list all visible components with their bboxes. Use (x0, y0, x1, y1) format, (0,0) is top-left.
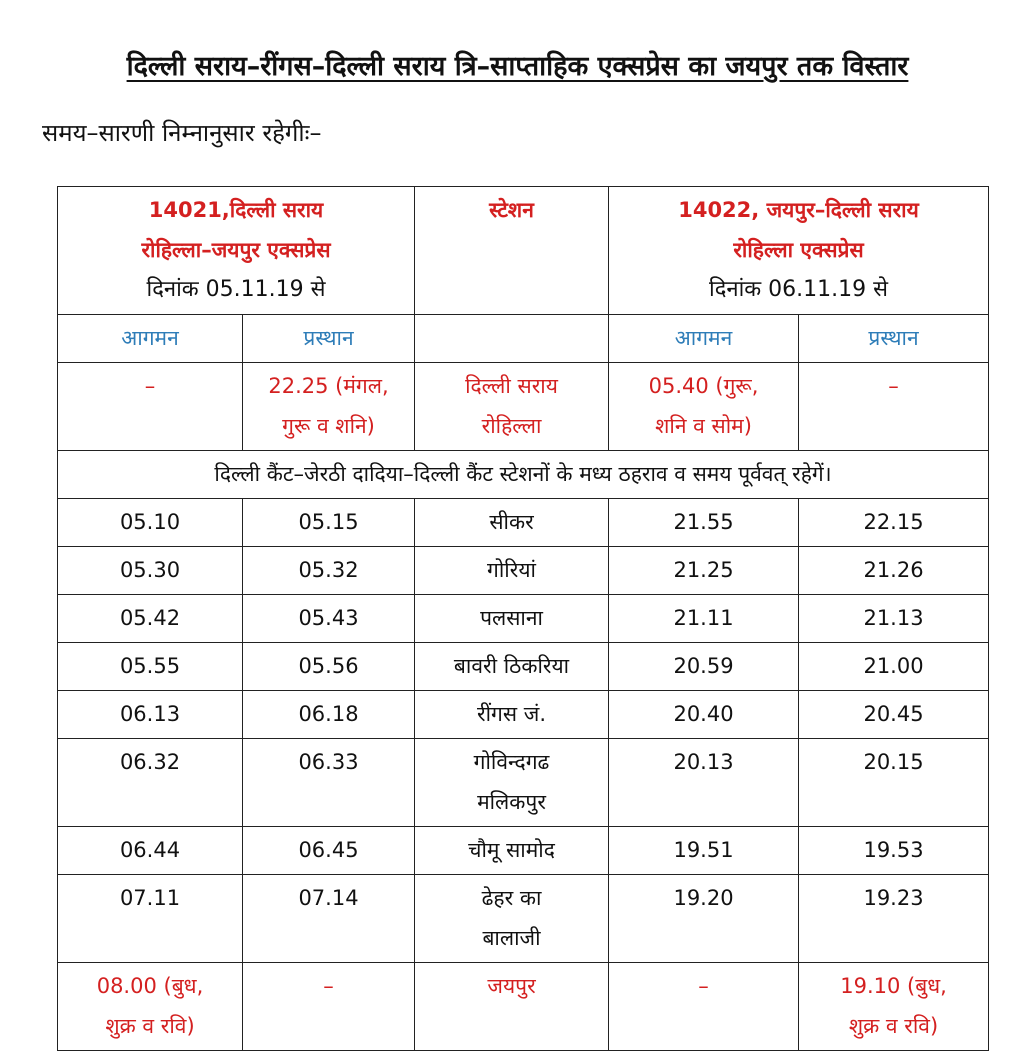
down-departure: 07.14 (243, 875, 415, 963)
up-departure: 21.26 (799, 547, 989, 595)
up-arrival-line2: शनि व सोम) (655, 414, 752, 438)
up-departure: 21.00 (799, 643, 989, 691)
train-14021-name-line2: रोहिल्ला–जयपुर एक्सप्रेस (141, 238, 331, 262)
up-arrival: 20.59 (609, 643, 799, 691)
up-arrival: 19.51 (609, 827, 799, 875)
down-departure: 06.33 (243, 739, 415, 827)
station-name: जयपुर (415, 963, 609, 1051)
table-row (58, 691, 989, 739)
station-name (415, 739, 609, 827)
up-departure: 20.15 (799, 739, 989, 827)
station-name: बावरी ठिकरिया (415, 643, 609, 691)
down-departure: 05.32 (243, 547, 415, 595)
down-arrival: 06.44 (58, 827, 243, 875)
down-arrival: 07.11 (58, 875, 243, 963)
up-departure: 19.53 (799, 827, 989, 875)
up-arrival-label: आगमन (609, 315, 799, 363)
subtitle: समय–सारणी निम्नानुसार रहेगीः– (42, 119, 322, 147)
table-row-origin (58, 363, 989, 451)
down-arrival: 05.55 (58, 643, 243, 691)
down-arrival-line2: शुक्र व रवि) (105, 1014, 195, 1038)
station-name-line1: दिल्ली सराय (465, 374, 558, 398)
train-14021-name-line1: 14021,दिल्ली सराय (148, 198, 324, 222)
up-arrival: 20.40 (609, 691, 799, 739)
down-departure: – (243, 963, 415, 1051)
station-name: सीकर (415, 499, 609, 547)
up-departure-line1: 19.10 (बुध, (840, 974, 947, 998)
train-14021-header (58, 187, 415, 315)
table-row (58, 643, 989, 691)
down-departure: 05.15 (243, 499, 415, 547)
down-arrival (58, 963, 243, 1051)
timetable (57, 186, 989, 1051)
down-departure: 05.56 (243, 643, 415, 691)
down-departure: 06.18 (243, 691, 415, 739)
table-row (58, 547, 989, 595)
train-14022-name-line2: रोहिल्ला एक्सप्रेस (733, 238, 864, 262)
station-name-line2: बालाजी (482, 926, 541, 950)
up-arrival: 21.11 (609, 595, 799, 643)
station-name-line1: ढेहर का (481, 886, 542, 910)
column-label-row (58, 315, 989, 363)
train-14022-date: दिनांक 06.11.19 से (709, 277, 889, 302)
up-departure: 21.13 (799, 595, 989, 643)
down-arrival: 06.32 (58, 739, 243, 827)
up-arrival-line1: 05.40 (गुरू, (648, 374, 759, 398)
table-row (58, 739, 989, 827)
down-departure: 05.43 (243, 595, 415, 643)
table-row (58, 595, 989, 643)
station-name: चौमू सामोद (415, 827, 609, 875)
table-row (58, 499, 989, 547)
down-arrival-label: आगमन (58, 315, 243, 363)
up-arrival: 20.13 (609, 739, 799, 827)
train-14022-name-line1: 14022, जयपुर–दिल्ली सराय (678, 198, 919, 222)
down-departure-line1: 22.25 (मंगल, (268, 374, 389, 398)
down-arrival: 05.10 (58, 499, 243, 547)
up-departure: – (799, 363, 989, 451)
down-departure-line2: गुरू व शनि) (282, 414, 375, 438)
up-departure: 19.23 (799, 875, 989, 963)
down-departure (243, 363, 415, 451)
up-departure-line2: शुक्र व रवि) (848, 1014, 939, 1038)
table-row (58, 875, 989, 963)
up-arrival (609, 363, 799, 451)
table-row (58, 827, 989, 875)
page-title: दिल्ली सराय–रींगस–दिल्ली सराय त्रि–साप्ताहिक एक्सप्रेस का जयपुर तक विस्तार (126, 51, 909, 82)
station-name: रींगस जं. (415, 691, 609, 739)
station-name-line2: रोहिल्ला (481, 414, 542, 438)
up-arrival: 21.25 (609, 547, 799, 595)
down-arrival: – (58, 363, 243, 451)
down-arrival-line1: 08.00 (बुध, (96, 974, 204, 998)
train-14022-header (609, 187, 989, 315)
station-name (415, 875, 609, 963)
up-arrival: 21.55 (609, 499, 799, 547)
up-departure: 22.15 (799, 499, 989, 547)
up-departure (799, 963, 989, 1051)
station-label-empty (415, 315, 609, 363)
down-arrival: 05.42 (58, 595, 243, 643)
up-arrival: 19.20 (609, 875, 799, 963)
note-row (58, 451, 989, 499)
up-departure: 20.45 (799, 691, 989, 739)
train-header-row (58, 187, 989, 315)
station-name: पलसाना (415, 595, 609, 643)
station-header: स्टेशन (415, 187, 609, 315)
down-arrival: 05.30 (58, 547, 243, 595)
up-departure-label: प्रस्थान (799, 315, 989, 363)
up-arrival: – (609, 963, 799, 1051)
station-name-line2: मलिकपुर (477, 790, 546, 814)
station-name: गोरियां (415, 547, 609, 595)
down-arrival: 06.13 (58, 691, 243, 739)
station-name (415, 363, 609, 451)
table-row-destination (58, 963, 989, 1051)
train-14021-date: दिनांक 05.11.19 से (146, 277, 326, 302)
down-departure: 06.45 (243, 827, 415, 875)
down-departure-label: प्रस्थान (243, 315, 415, 363)
station-name-line1: गोविन्दगढ (473, 750, 550, 774)
note-text: दिल्ली कैंट–जेरठी दादिया–दिल्ली कैंट स्टेशनों के मध्य ठहराव व समय पूर्ववत् रहेगें। (58, 451, 989, 499)
